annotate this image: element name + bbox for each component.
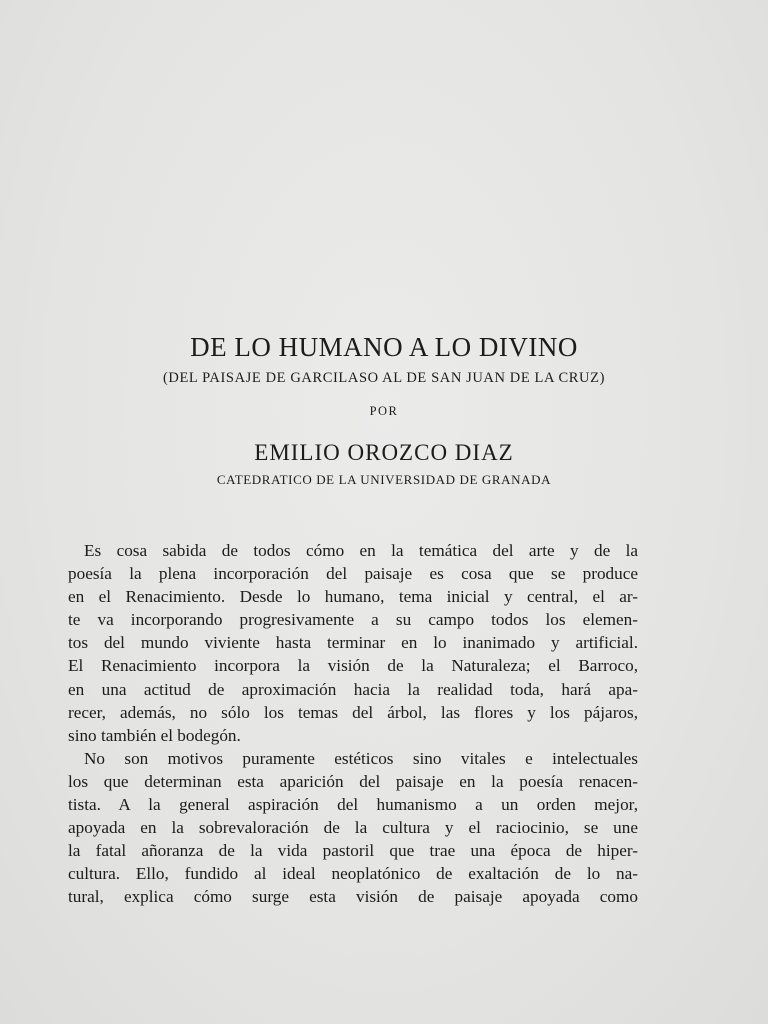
text-line: No son motivos puramente estéticos sino vitales e intelectuales (84, 748, 638, 768)
author-affiliation: CATEDRATICO DE LA UNIVERSIDAD DE GRANADA (216, 472, 552, 487)
text-line: la fatal añoranza de la vida pastoril que trae una época de hiper- (68, 841, 638, 861)
text-line: El Renacimiento incorpora la visión de la Naturaleza; el Barroco, (68, 656, 638, 676)
text-line: en una actitud de aproximación hacia la realidad toda, hará apa- (68, 679, 638, 699)
article-title: DE LO HUMANO A LO DIVINO (190, 332, 578, 362)
article-subtitle: (DEL PAISAJE DE GARCILASO AL DE SAN JUAN DE LA CRUZ) (162, 370, 606, 386)
text-line: poesía la plena incorporación del paisaje es cosa que se produce (68, 564, 638, 584)
body-text (68, 539, 638, 909)
text-line: tural, explica cómo surge esta visión de paisaje apoyada como (68, 887, 638, 907)
text-line: los que determinan esta aparición del paisaje en la poesía renacen- (68, 771, 638, 791)
text-line: recer, además, no sólo los temas del árbol, las flores y los pájaros, (68, 702, 638, 722)
text-line: sino también el bodegón. (68, 725, 241, 745)
text-line: tos del mundo viviente hasta terminar en lo inanimado y artificial. (68, 633, 638, 653)
text-line: Es cosa sabida de todos cómo en la temática del arte y de la (84, 541, 638, 560)
text-line: apoyada en la sobrevaloración de la cultura y el raciocinio, se une (68, 818, 638, 838)
text-line: te va incorporando progresivamente a su campo todos los elemen- (68, 610, 638, 630)
byline-por: POR (369, 404, 399, 418)
paragraph (68, 539, 638, 747)
paragraph (68, 747, 638, 909)
text-line: en el Renacimiento. Desde lo humano, tema inicial y central, el ar- (68, 587, 638, 607)
text-line: cultura. Ello, fundido al ideal neoplatónico de exaltación de lo na- (68, 864, 638, 884)
author-name: EMILIO OROZCO DIAZ (254, 440, 514, 465)
text-line: tista. A la general aspiración del humanismo a un orden mejor, (68, 795, 638, 815)
